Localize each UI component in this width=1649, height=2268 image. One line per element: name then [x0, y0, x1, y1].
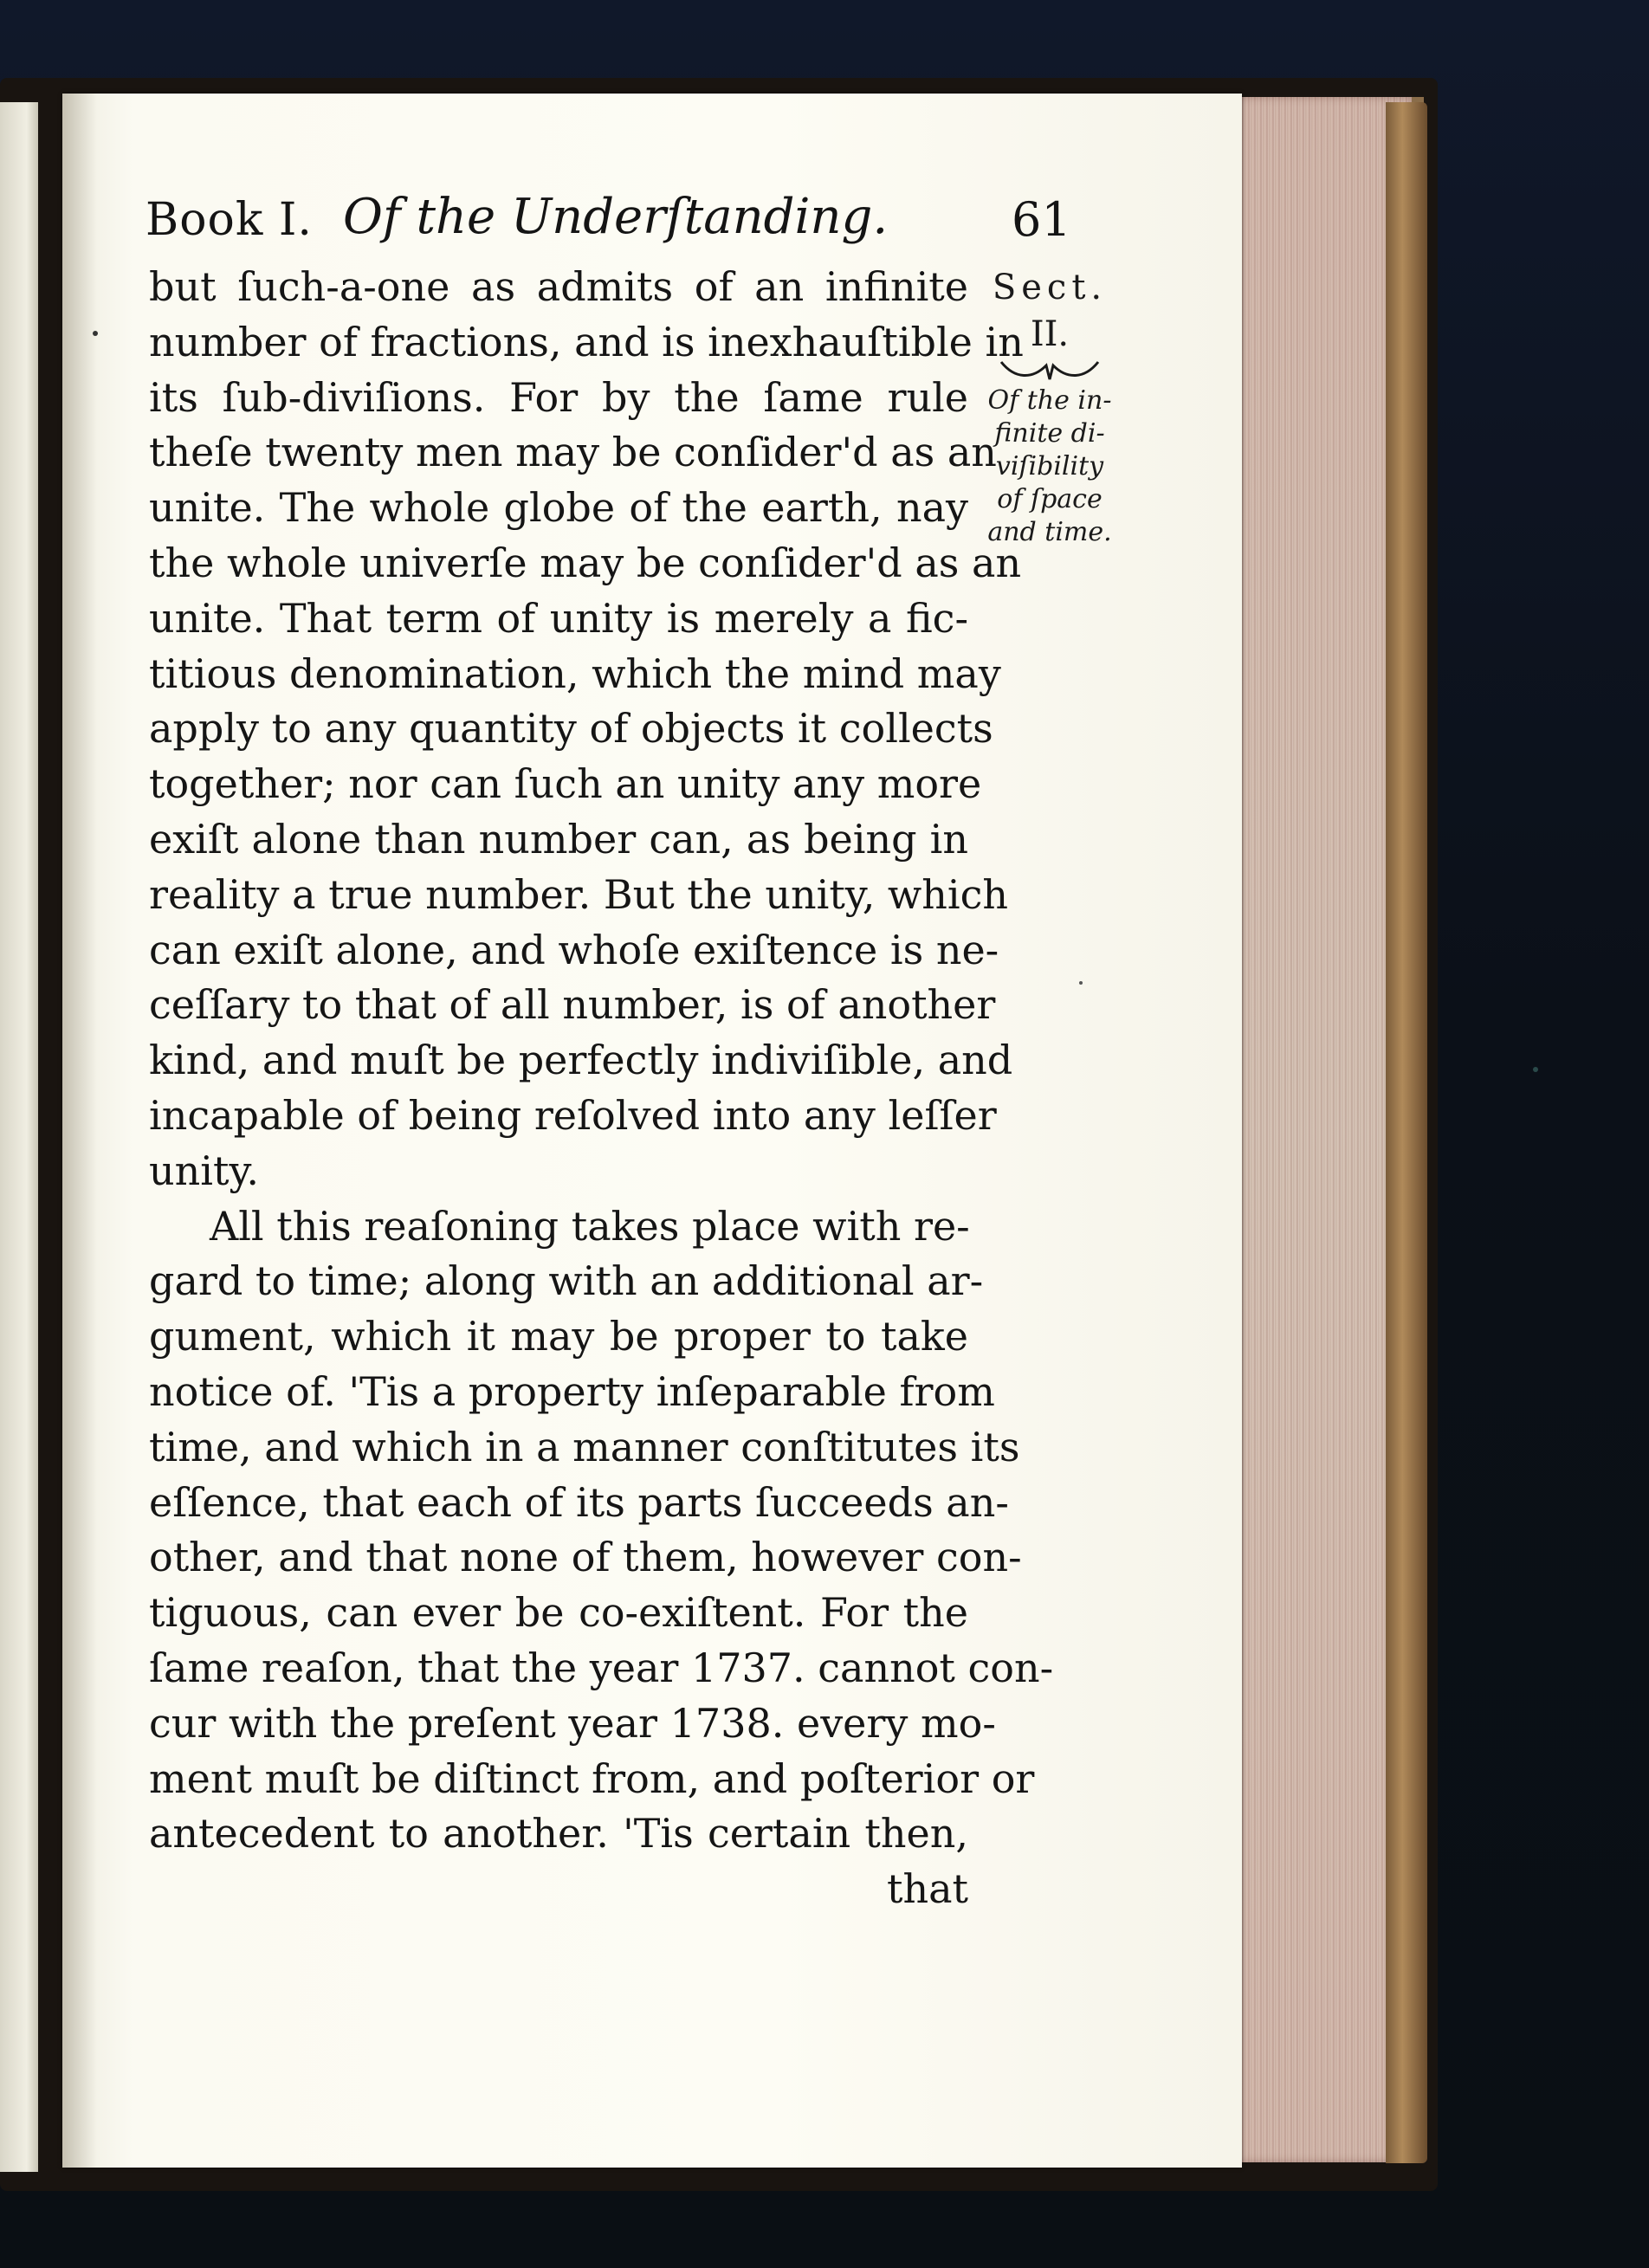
header-title: Of the Underſtanding. [343, 189, 889, 245]
text-line: reality a true number. But the unity, which [149, 870, 1009, 918]
catchword: that [886, 1865, 968, 1913]
margin-note-line: Of the in- [987, 385, 1112, 416]
text-line: unity. [149, 1147, 259, 1194]
facing-page-edge [0, 102, 38, 2172]
text-line: time, and which in a manner conſtitutes its [149, 1423, 1020, 1470]
text-line: apply to any quantity of objects it collects [149, 705, 993, 753]
text-line: gard to time; along with an additional ar- [149, 1257, 984, 1305]
text-line: unite. The whole globe of the earth, nay [149, 484, 968, 532]
margin-note [963, 260, 1136, 549]
text-line: gument, which it may be proper to take [149, 1313, 968, 1360]
text-line: eſſence, that each of its parts ſucceeds an- [149, 1478, 1009, 1526]
text-line: the whole univerſe may be conſider'd as an [149, 539, 1022, 586]
text-line: incapable of being reſolved into any leſſer [149, 1091, 997, 1139]
text-line: titious denomination, which the mind may [149, 649, 1001, 697]
text-line: cur with the preſent year 1738. every mo- [149, 1699, 996, 1747]
text-line: ceſſary to that of all number, is of another [149, 981, 996, 1029]
text-line: tiguous, can ever be co-exiſtent. For the [149, 1589, 968, 1637]
text-line: exiſt alone than number can, as being in [149, 815, 968, 863]
running-header [146, 189, 1081, 258]
text-line: theſe twenty men may be conſider'd as an [149, 429, 997, 476]
text-line: ment muſt be diſtinct from, and poſterior or [149, 1754, 1035, 1802]
margin-note-line: finite di- [994, 418, 1105, 449]
page-number: 61 [1012, 192, 1071, 247]
book-cover-edge [1386, 102, 1427, 2163]
margin-note-line: viſibility [995, 451, 1104, 481]
text-line: other, and that none of them, however con- [149, 1534, 1022, 1581]
text-line: notice of. 'Tis a property inſeparable from [149, 1367, 995, 1415]
text-line: kind, and muſt be perfectly indiviſible, and [149, 1037, 1013, 1084]
text-line: unite. That term of unity is merely a fic- [149, 594, 968, 642]
text-line: antecedent to another. 'Tis certain then, [149, 1810, 968, 1858]
text-line: can exiſt alone, and whoſe exiſtence is ne- [149, 926, 999, 973]
margin-section-number: II. [1030, 314, 1070, 354]
text-line: but ſuch-a-one as admits of an infinite [149, 263, 968, 310]
header-book-label: Book I. [146, 194, 313, 246]
margin-note-line: of ſpace [997, 484, 1103, 514]
text-line: its ſub-diviſions. For by the ſame rule [149, 373, 968, 421]
margin-note-line: and time. [987, 517, 1112, 547]
text-line: number of fractions, and is inexhauſtible in [149, 318, 1024, 365]
text-line: together; nor can ſuch an unity any more [149, 760, 982, 808]
text-line: ſame reaſon, that the year 1737. cannot con- [149, 1644, 1054, 1691]
text-line: All this reaſoning takes place with re- [210, 1202, 970, 1250]
page-gutter-shadow [62, 94, 97, 2168]
margin-section-label: Sect. [992, 268, 1108, 307]
